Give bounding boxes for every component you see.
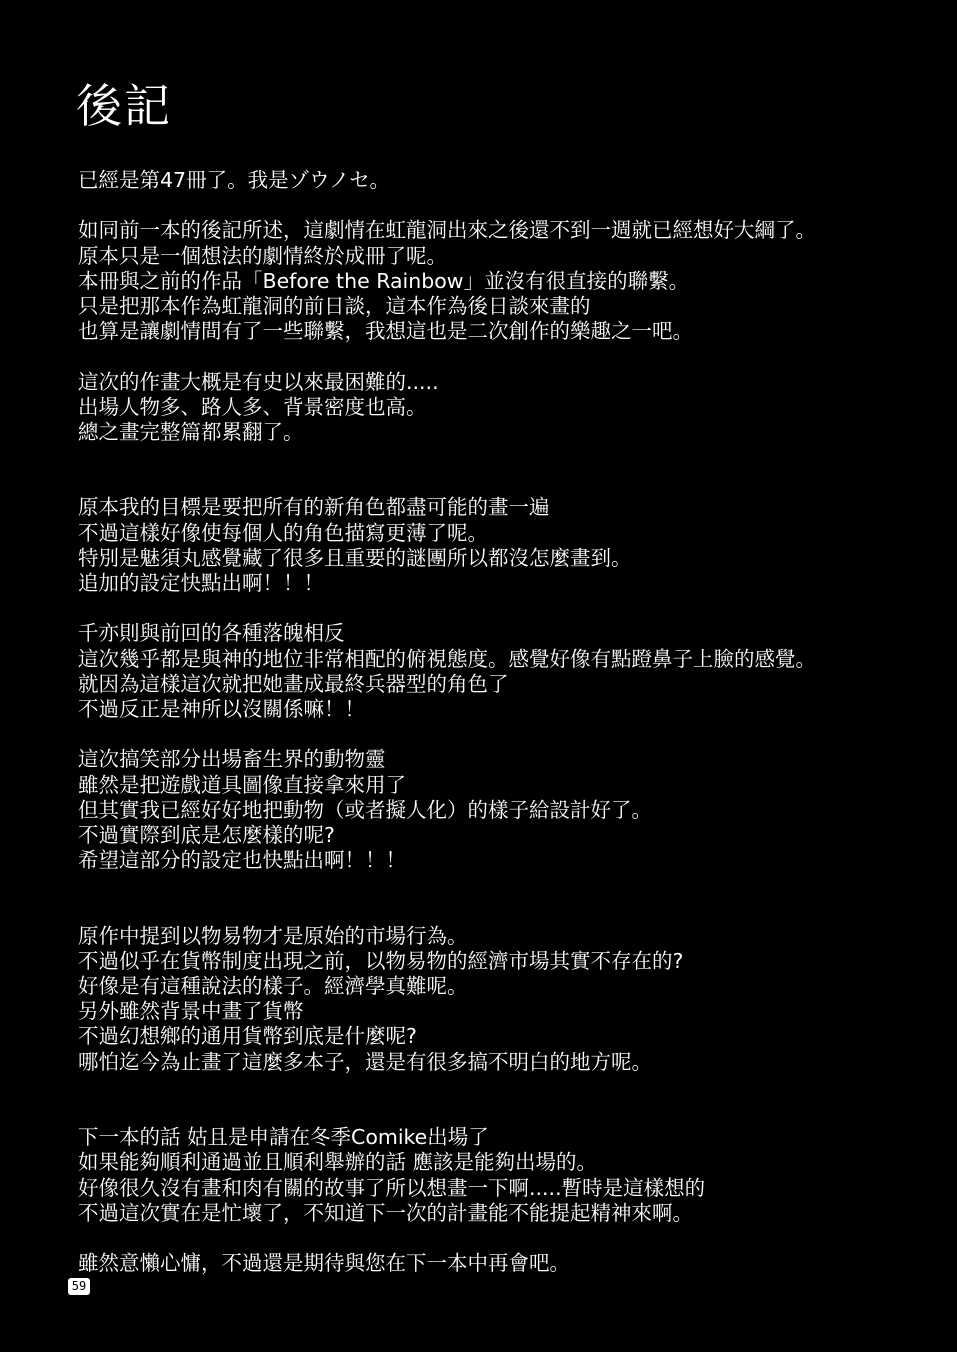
text-line: 另外雖然背景中畫了貨幣: [78, 999, 304, 1024]
text-line: 這次搞笑部分出場畜生界的動物靈: [78, 747, 386, 772]
page-number: 59: [68, 1278, 90, 1295]
text-line: 不過這樣好像使每個人的角色描寫更薄了呢。: [78, 520, 488, 545]
text-line: 原作中提到以物易物才是原始的市場行為。: [78, 923, 468, 948]
text-line: 也算是讓劇情間有了一些聯繫，我想這也是二次創作的樂趣之一吧。: [78, 319, 693, 344]
text-line: 原本只是一個想法的劇情終於成冊了呢。: [78, 243, 447, 268]
text-line: 只是把那本作為虹龍洞的前日談，這本作為後日談來畫的: [78, 293, 591, 318]
text-line: 好像很久沒有畫和肉有關的故事了所以想畫一下啊.....暫時是這樣想的: [78, 1175, 706, 1200]
paragraph: [78, 168, 938, 193]
text-line: 不過幻想鄉的通用貨幣到底是什麼呢?: [78, 1024, 417, 1049]
text-line: 追加的設定快點出啊！！！: [78, 571, 324, 596]
afterword-body: [78, 168, 938, 1276]
text-line: 好像是有這種說法的樣子。經濟學真難呢。: [78, 974, 468, 999]
text-line: 不過反正是神所以沒關係嘛！！: [78, 696, 365, 721]
page-title: 後記: [76, 79, 172, 133]
paragraph: [78, 621, 938, 722]
text-line: 千亦則與前回的各種落魄相反: [78, 621, 345, 646]
paragraph: [78, 218, 938, 344]
text-line: 這次幾乎都是與神的地位非常相配的俯視態度。感覺好像有點蹬鼻子上臉的感覺。: [78, 646, 816, 671]
text-line: 不過實際到底是怎麼樣的呢?: [78, 822, 335, 847]
text-line: 原本我的目標是要把所有的新角色都盡可能的畫一遍: [78, 495, 550, 520]
text-line: 但其實我已經好好地把動物（或者擬人化）的樣子給設計好了。: [78, 797, 652, 822]
text-line: 哪怕迄今為止畫了這麼多本子，還是有很多搞不明白的地方呢。: [78, 1049, 652, 1074]
text-line: 就因為這樣這次就把她畫成最終兵器型的角色了: [78, 671, 509, 696]
paragraph: [78, 370, 938, 446]
text-line: 不過似乎在貨幣制度出現之前，以物易物的經濟市場其實不存在的?: [78, 948, 684, 973]
paragraph: [78, 747, 938, 873]
text-line: 下一本的話 姑且是申請在冬季Comike出場了: [78, 1125, 489, 1150]
paragraph: [78, 1125, 938, 1226]
text-line: 如同前一本的後記所述，這劇情在虹龍洞出來之後還不到一週就已經想好大綱了。: [78, 218, 816, 243]
text-line: 本冊與之前的作品「Before the Rainbow」並沒有很直接的聯繫。: [78, 268, 690, 293]
text-line: 特別是魅須丸感覺藏了很多且重要的謎團所以都沒怎麼畫到。: [78, 545, 632, 570]
text-line: 希望這部分的設定也快點出啊！！！: [78, 848, 406, 873]
paragraph: [78, 495, 938, 596]
text-line: 雖然是把遊戲道具圖像直接拿來用了: [78, 772, 406, 797]
text-line: 不過這次實在是忙壞了，不知道下一次的計畫能不能提起精神來啊。: [78, 1200, 693, 1225]
paragraph: [78, 1251, 938, 1276]
text-line: 雖然意懶心慵，不過還是期待與您在下一本中再會吧。: [78, 1251, 570, 1276]
text-line: 出場人物多、路人多、背景密度也高。: [78, 394, 427, 419]
text-line: 這次的作畫大概是有史以來最困難的.....: [78, 369, 439, 394]
text-line: 總之畫完整篇都累翻了。: [78, 419, 304, 444]
text-line: 如果能夠順利通過並且順利舉辦的話 應該是能夠出場的。: [78, 1150, 598, 1175]
paragraph: [78, 924, 938, 1075]
text-line: 已經是第47冊了。我是ゾウノセ。: [78, 168, 391, 192]
